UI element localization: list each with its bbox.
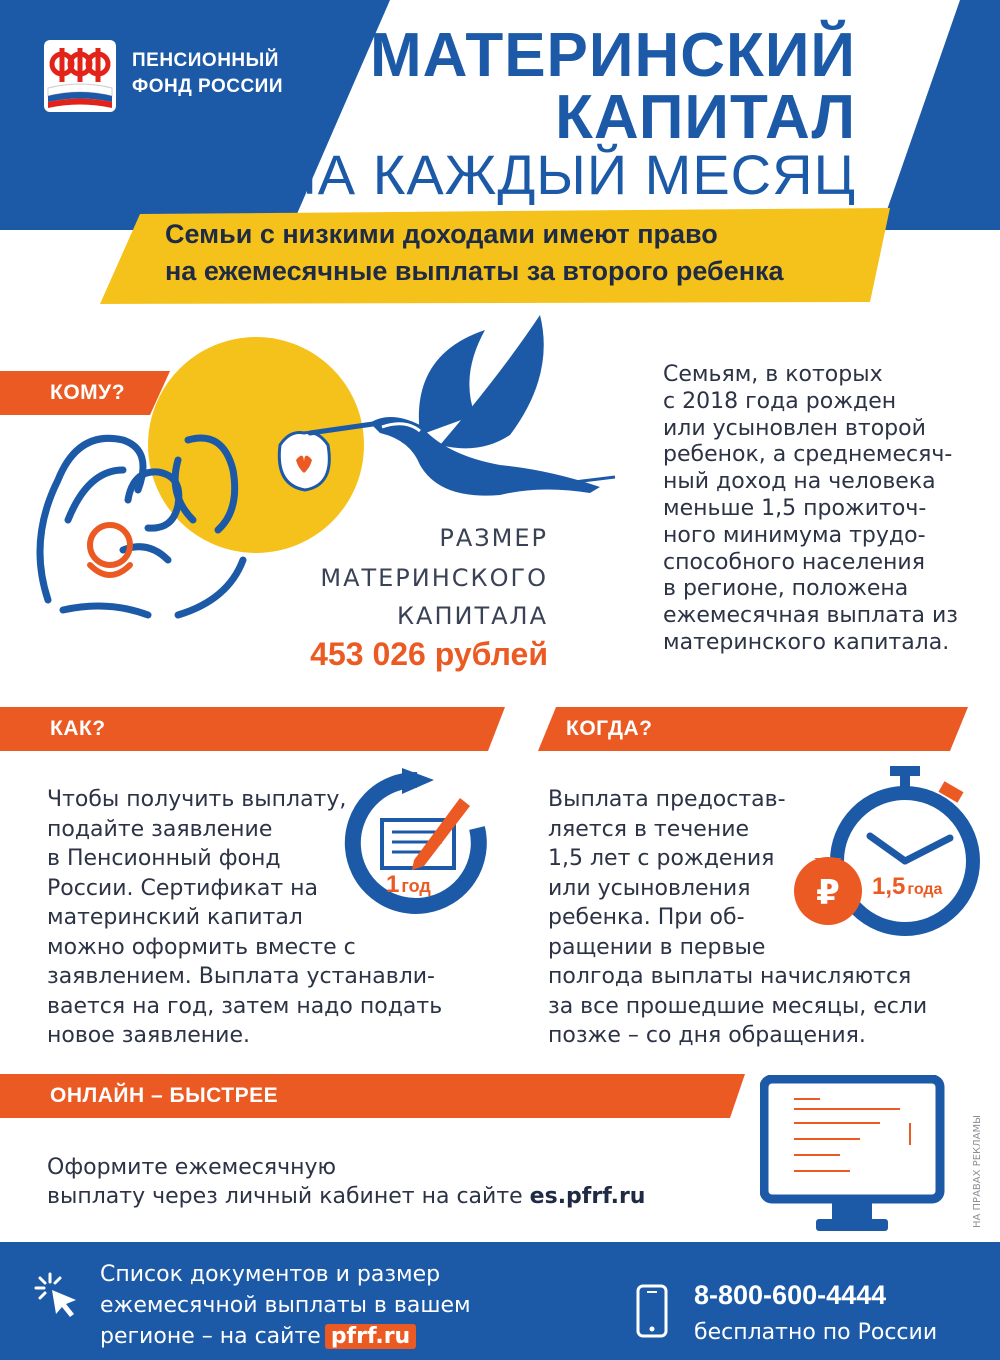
renewal-cycle-icon xyxy=(342,768,492,918)
text-line: материнский капитал xyxy=(47,905,303,930)
who-description xyxy=(663,362,958,657)
text-line: или усыновления xyxy=(548,875,751,901)
text-line: 1,5 лет с рождения xyxy=(548,846,775,871)
family-illustration-icon xyxy=(28,400,248,630)
logo-text-line1: ПЕНСИОННЫЙ xyxy=(132,50,279,71)
cursor-click-icon xyxy=(34,1272,80,1318)
logo-text-line2: ФОНД РОССИИ xyxy=(132,76,283,97)
text-line: материнского капитала. xyxy=(663,629,950,655)
es-pfrf-link[interactable]: es.pfrf.ru xyxy=(529,1184,646,1209)
text-line: меньше 1,5 прожиточ- xyxy=(663,495,927,521)
text-line: Выплата предостав- xyxy=(548,787,786,812)
text-line: Семьям, в которых xyxy=(663,362,883,387)
stopwatch-icon xyxy=(790,766,980,941)
mobile-phone-icon xyxy=(636,1284,668,1338)
text-line: вается на год, затем надо подать xyxy=(47,993,443,1019)
text-line: ный доход на человека xyxy=(663,469,936,495)
banner-line2: на ежемесячные выплаты за второго ребенка xyxy=(165,256,784,286)
text-line: ежемесячная выплата из xyxy=(663,603,958,629)
advertising-note: НА ПРАВАХ РЕКЛАМЫ xyxy=(972,1115,983,1228)
pfr-logo-icon xyxy=(44,40,116,112)
footer-text-line2: ежемесячной выплаты в вашем xyxy=(100,1293,471,1318)
banner-line1: Семьи с низкими доходами имеют право xyxy=(165,219,718,249)
text-line: ребенка. При об- xyxy=(548,905,745,930)
size-label-line2: МАТЕРИНСКОГО xyxy=(320,564,548,592)
year-badge-number: 1 xyxy=(386,871,400,898)
text-line: ляется в течение xyxy=(548,816,750,842)
text-line: Оформите ежемесячную xyxy=(47,1155,337,1180)
text-line: в регионе, положена xyxy=(663,576,909,602)
year-badge-unit: год xyxy=(401,876,431,896)
svg-text:1год xyxy=(386,871,431,898)
text-line: с 2018 года рожден xyxy=(663,388,897,414)
text-line: за все прошедшие месяцы, если xyxy=(548,993,928,1019)
text-line: можно оформить вместе с xyxy=(47,934,356,960)
footer-text-prefix: регионе – на сайте xyxy=(100,1324,321,1349)
section-how-label: КАК? xyxy=(50,717,106,740)
size-label-line3: КАПИТАЛА xyxy=(397,602,548,630)
text-line: способного населения xyxy=(663,549,925,575)
section-who-label: КОМУ? xyxy=(50,381,126,404)
capital-amount: 453 026 рублей xyxy=(310,636,548,672)
page-title-line1: МАТЕРИНСКИЙ xyxy=(370,21,856,90)
text-line xyxy=(47,1182,645,1211)
text-line: полгода выплаты начисляются xyxy=(548,964,912,989)
text-line: России. Сертификат на xyxy=(47,875,319,901)
ruble-icon: ₽ xyxy=(816,873,840,913)
pfrf-link[interactable]: pfrf.ru xyxy=(325,1324,416,1349)
text-line: в Пенсионный фонд xyxy=(47,846,281,871)
text-line: подайте заявление xyxy=(47,816,273,842)
page-subtitle: НА КАЖДЫЙ МЕСЯЦ xyxy=(276,143,856,206)
stork-icon xyxy=(270,315,630,515)
text-line: новое заявление. xyxy=(47,1023,250,1048)
online-description xyxy=(47,1153,645,1211)
page-title-line2: КАПИТАЛ xyxy=(555,83,856,152)
text-line: заявлением. Выплата устанавли- xyxy=(47,964,435,989)
hotline-note: бесплатно по России xyxy=(694,1320,938,1345)
text-line: Чтобы получить выплату, xyxy=(47,787,347,812)
text-line-prefix: выплату через личный кабинет на сайте xyxy=(47,1184,530,1209)
section-online-label: ОНЛАЙН – БЫСТРЕЕ xyxy=(50,1084,279,1107)
hotline-phone-number[interactable]: 8-800-600-4444 xyxy=(694,1280,887,1310)
computer-monitor-icon xyxy=(760,1075,945,1235)
text-line: или усыновлен второй xyxy=(663,415,926,441)
section-when-label: КОГДА? xyxy=(566,717,653,740)
footer-text-line3 xyxy=(100,1324,416,1349)
text-line: ращении в первые xyxy=(548,934,766,960)
period-badge-unit: года xyxy=(907,881,943,898)
size-label-line1: РАЗМЕР xyxy=(439,524,548,552)
period-badge-number: 1,5 xyxy=(872,873,906,900)
footer-text-line1: Список документов и размер xyxy=(100,1262,441,1287)
text-line: ребенок, а среднемесяч- xyxy=(663,442,953,468)
text-line: позже – со дня обращения. xyxy=(548,1023,866,1048)
text-line: ного минимума трудо- xyxy=(663,522,926,548)
